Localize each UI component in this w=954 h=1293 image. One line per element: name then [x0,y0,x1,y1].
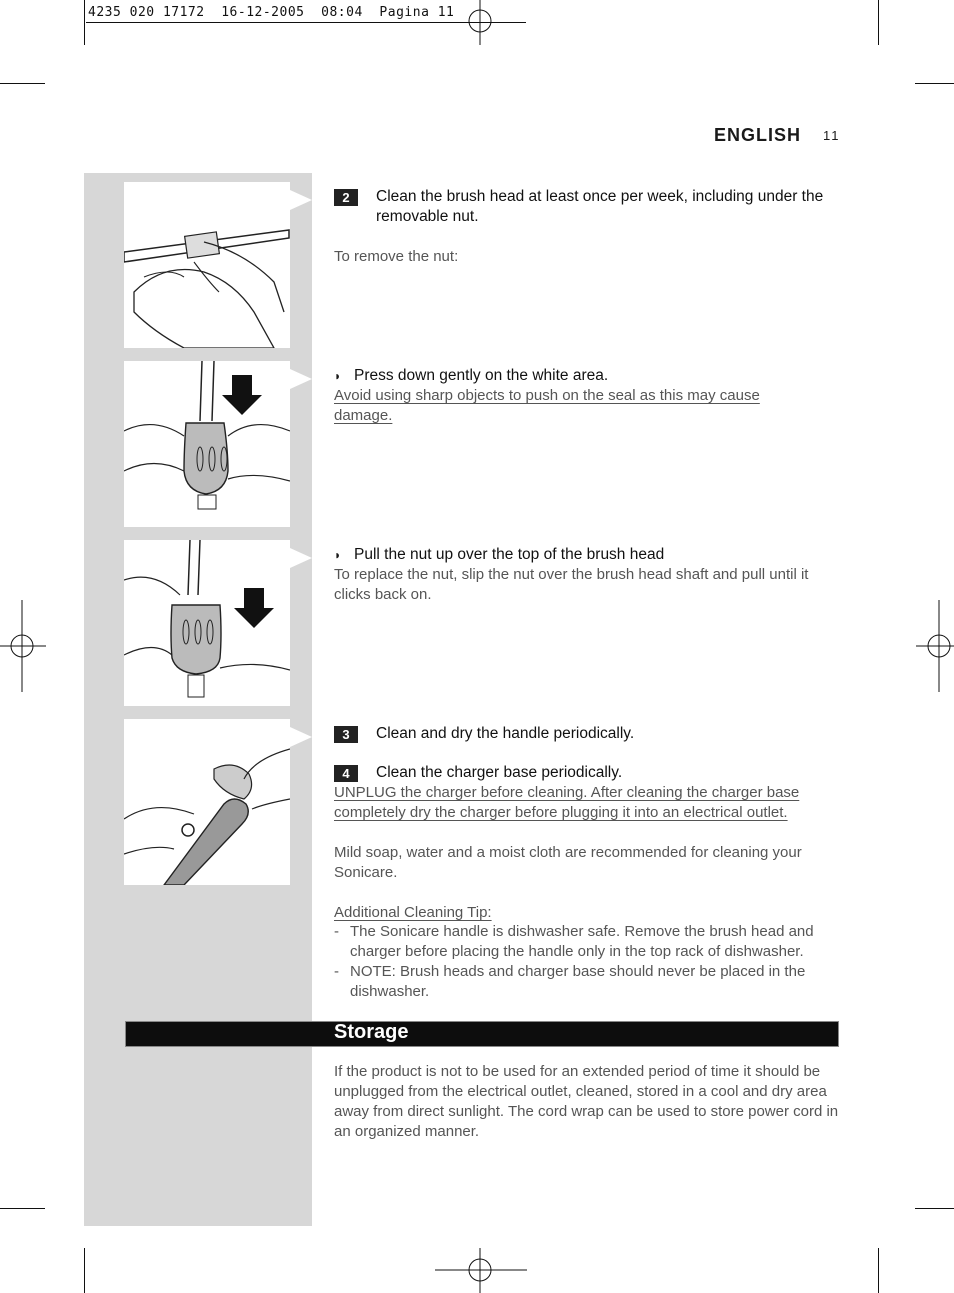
crop-mark [84,0,85,45]
replace-nut-note: To replace the nut, slip the nut over the brush head shaft and pull until it clicks back on. [334,566,809,603]
language-label: ENGLISH [713,125,801,145]
crop-mark [0,83,45,84]
cleaning-note: Mild soap, water and a moist cloth are recommended for cleaning your Sonicare. [334,844,802,881]
illustration-pointer [290,190,312,210]
bullet-pull-nut [334,545,840,565]
storage-text: If the product is not to be used for an extended period of time it should be unplugged from the electrical outlet, cleaned, stored in a cool and dry area away from direct sunlight. The cord wrap can be used to store power cord in an organized manner. [334,1063,839,1140]
registration-mark-right-icon [916,600,954,692]
registration-mark-bottom-icon [435,1248,527,1293]
section-title: Storage [334,1021,409,1043]
crop-mark [878,1248,879,1293]
warning-unplug: UNPLUG the charger before cleaning. After cleaning the charger base completely dry the charger before plugging it into an electrical outlet. [334,784,800,821]
print-slug: 4235 020 17172 16-12-2005 08:04 Pagina 11 [88,5,455,20]
registration-mark-left-icon [0,600,46,692]
illustration-pointer [290,548,312,568]
step-number-badge: 2 [334,189,358,206]
illustration-brush-cleaning [124,182,290,348]
step-4 [334,763,840,783]
crop-mark [878,0,879,45]
crop-mark [915,83,954,84]
step-number-badge: 4 [334,765,358,782]
bullet-press-down [334,366,840,386]
crop-mark [84,1248,85,1293]
bullet-marker: ◗ [334,369,342,383]
tip-text: NOTE: Brush heads and charger base should never be placed in the dishwasher. [350,963,806,1000]
tip-text: The Sonicare handle is dishwasher safe. Remove the brush head and charger before placing the handle only in the top rack of dishwasher. [350,923,814,960]
tip-item [334,962,834,1002]
bullet-text: Pull the nut up over the top of the brush head [354,546,665,563]
bullet-text: Press down gently on the white area. [354,367,609,384]
crop-mark [0,1208,45,1209]
step-2 [334,187,840,227]
warning-sharp-objects: Avoid using sharp objects to push on the seal as this may cause damage. [334,387,760,424]
illustration-press-nut [124,361,290,527]
tip-dash: - [334,923,339,940]
tip-dash: - [334,963,339,980]
step-text: Clean the brush head at least once per week, including under the removable nut. [376,188,824,225]
step-number-badge: 3 [334,726,358,743]
page-number: 11 [823,128,841,143]
step-3 [334,724,840,744]
crop-mark [915,1208,954,1209]
tip-title: Additional Cleaning Tip: [334,904,492,921]
illustration-pull-nut [124,540,290,706]
storage-heading-bar [125,1021,839,1047]
tip-item [334,922,834,962]
step-text: Clean and dry the handle periodically. [376,725,635,742]
remove-nut-intro: To remove the nut: [334,248,459,265]
step-text: Clean the charger base periodically. [376,764,623,781]
bullet-marker: ◗ [334,548,342,562]
illustration-pointer [290,727,312,747]
illustration-handle-cleaning [124,719,290,885]
illustration-pointer [290,369,312,389]
registration-mark-top-icon [455,0,525,45]
